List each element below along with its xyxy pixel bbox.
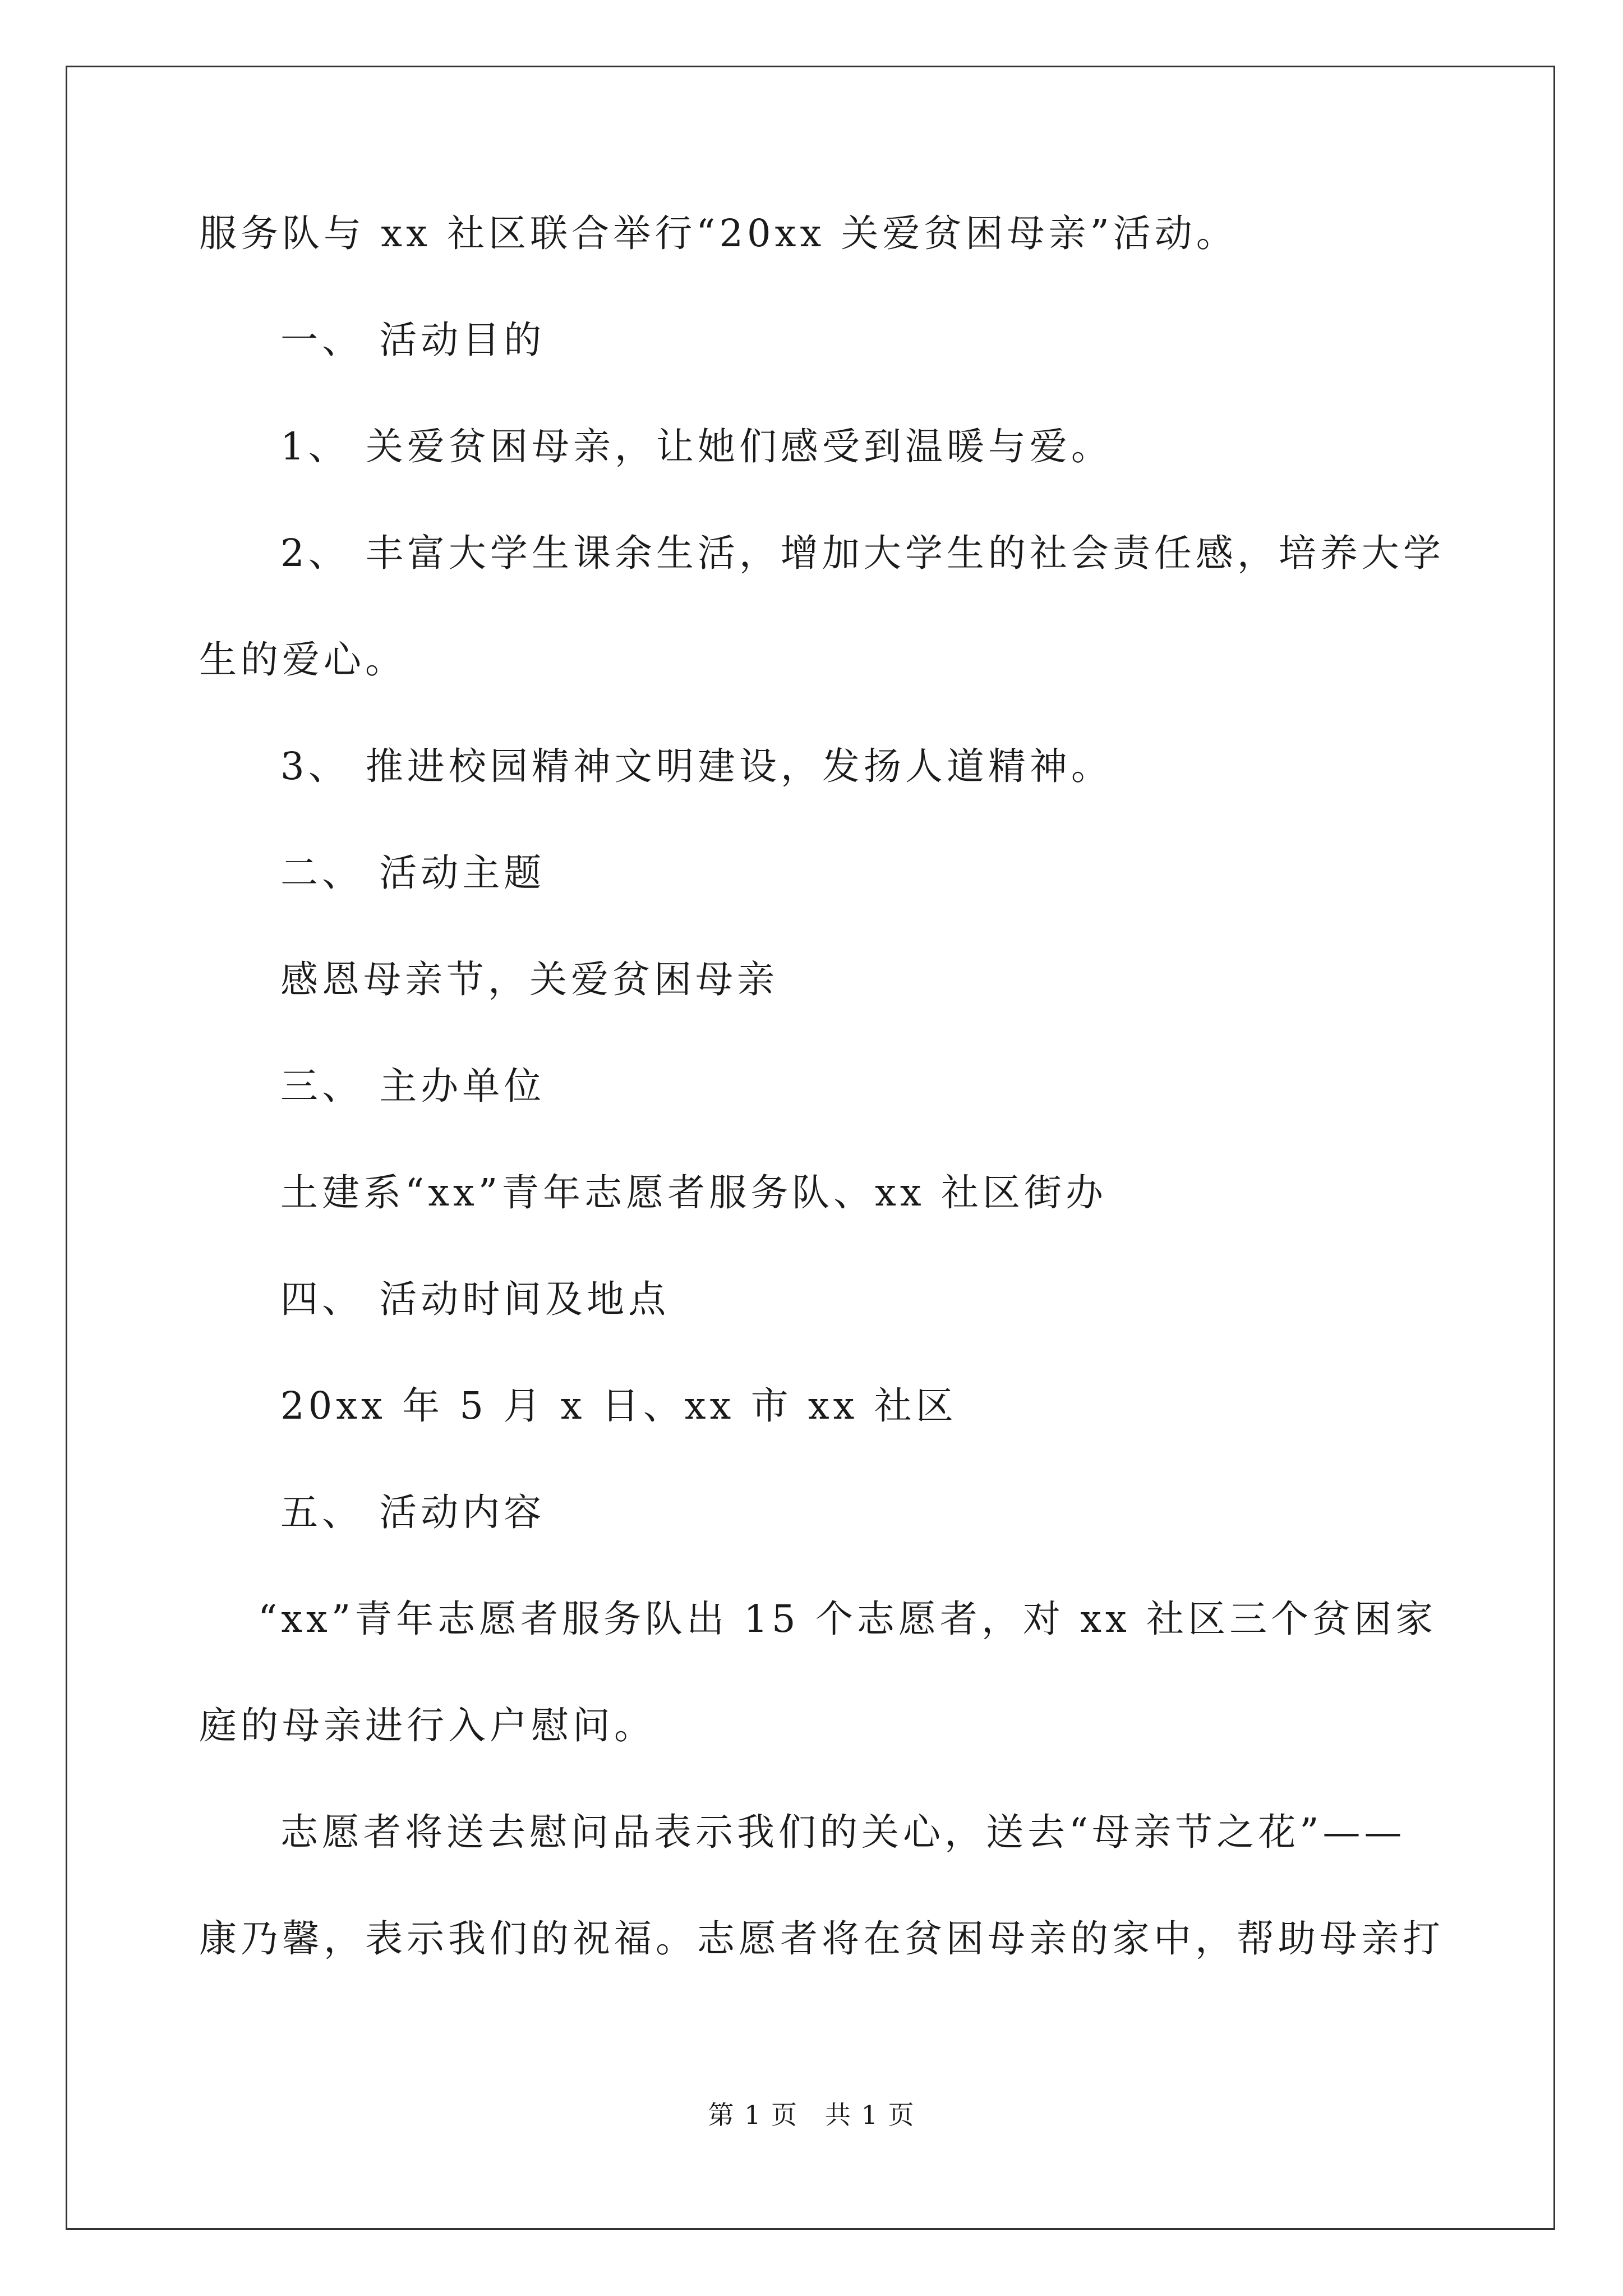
text-organizer: 土建系“xx”青年志愿者服务队、xx 社区街办	[280, 1171, 1107, 1214]
heading-time-and-place: 四、 活动时间及地点	[280, 1277, 670, 1321]
paragraph-content-2-continued: 康乃馨，表示我们的祝福。志愿者将在贫困母亲的家中，帮助母亲打	[199, 1917, 1444, 1961]
heading-activity-purpose: 一、 活动目的	[280, 318, 546, 362]
text-time-and-place: 20xx 年 5 月 x 日、xx 市 xx 社区	[280, 1384, 957, 1428]
paragraph-content-2: 志愿者将送去慰问品表示我们的关心，送去“母亲节之花”——	[280, 1810, 1406, 1854]
page-number-footer: 第 1 页 共 1 页	[708, 2100, 915, 2130]
text-activity-theme: 感恩母亲节，关爱贫困母亲	[280, 958, 778, 1001]
paragraph-content-1: “xx”青年志愿者服务队出 15 个志愿者，对 xx 社区三个贫困家	[258, 1597, 1437, 1641]
paragraph-intro-line: 服务队与 xx 社区联合举行“20xx 关爱贫困母亲”活动。	[199, 211, 1238, 255]
list-item-purpose-3: 3、 推进校园精神文明建设，发扬人道精神。	[280, 744, 1113, 788]
heading-activity-theme: 二、 活动主题	[280, 851, 546, 895]
paragraph-content-1-continued: 庭的母亲进行入户慰问。	[199, 1704, 656, 1747]
list-item-purpose-2: 2、 丰富大学生课余生活，增加大学生的社会责任感，培养大学	[280, 531, 1445, 575]
heading-organizer: 三、 主办单位	[280, 1064, 546, 1108]
heading-activity-content: 五、 活动内容	[280, 1490, 546, 1534]
page-border	[66, 66, 1555, 2230]
list-item-purpose-2-continued: 生的爱心。	[199, 638, 407, 682]
list-item-purpose-1: 1、 关爱贫困母亲，让她们感受到温暖与爱。	[280, 425, 1113, 468]
